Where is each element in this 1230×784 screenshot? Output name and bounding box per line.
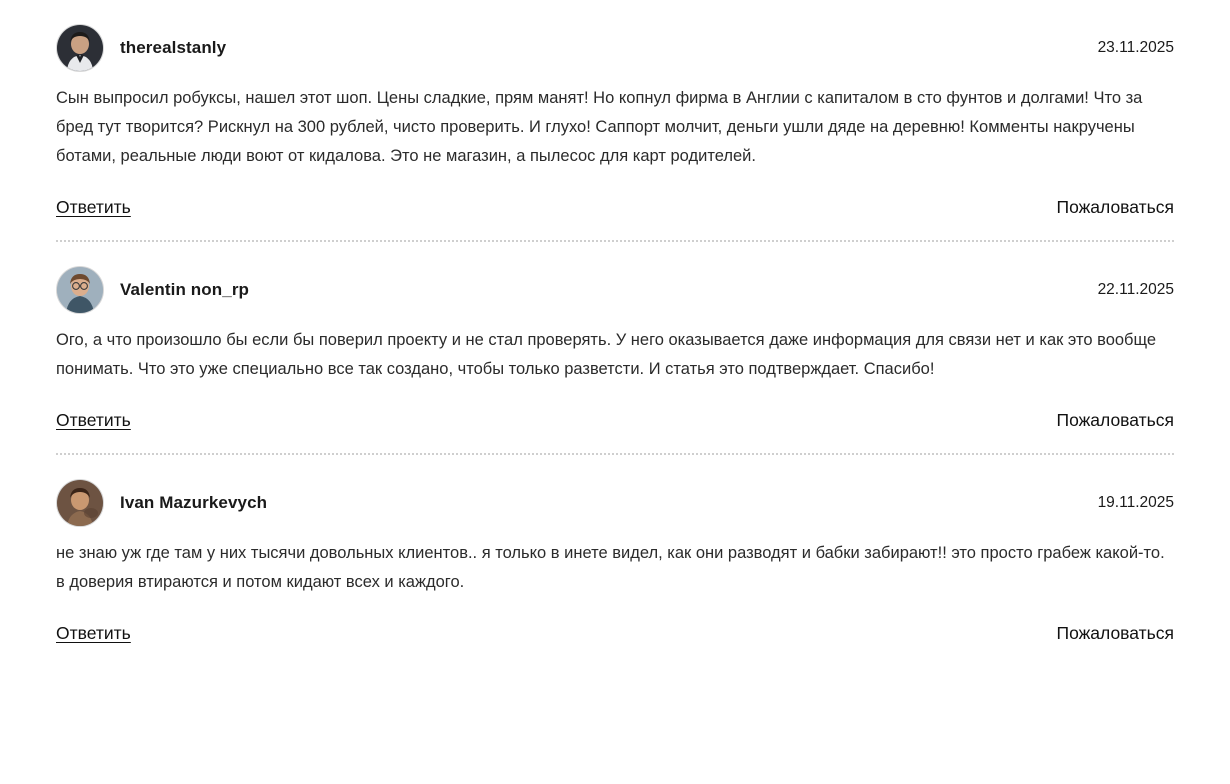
comment-date: 19.11.2025 <box>1097 494 1174 511</box>
comment-author-name: Valentin non_rp <box>120 280 250 299</box>
avatar <box>56 24 104 72</box>
reply-button[interactable]: Ответить <box>56 197 131 217</box>
avatar <box>56 479 104 527</box>
avatar <box>56 266 104 314</box>
comment-actions <box>56 623 1174 666</box>
comment-item <box>56 0 1174 242</box>
report-button[interactable]: Пожаловаться <box>1056 197 1174 217</box>
comment-author-block <box>56 479 267 527</box>
comment-header <box>56 264 1174 316</box>
comment-text: не знаю уж где там у них тысячи довольных клиентов.. я только в инете видел, как они разводят и бабки забирают!! это просто грабеж какой-то. в доверия втираются и потом кидают всех и каждого. <box>56 544 1165 591</box>
comment-header <box>56 22 1174 74</box>
report-button[interactable]: Пожаловаться <box>1056 623 1174 643</box>
comment-author-block <box>56 266 249 314</box>
comment-author-name: Ivan Mazurkevych <box>120 493 268 512</box>
comment-date: 23.11.2025 <box>1097 39 1174 56</box>
reply-button[interactable]: Ответить <box>56 623 131 643</box>
comment-header <box>56 477 1174 529</box>
comment-date: 22.11.2025 <box>1097 281 1174 298</box>
comment-actions <box>56 410 1174 455</box>
comment-item <box>56 242 1174 455</box>
comment-item <box>56 455 1174 666</box>
comment-text: Сын выпросил робуксы, нашел этот шоп. Цены сладкие, прям манят! Но копнул фирма в Англии с капиталом в сто фунтов и долгами! Что за бред тут творится? Рискнул на 300 рублей, чисто проверить. И глухо! Саппорт молчит, деньги ушли дяде на деревню! Комменты накручены ботами, реальные люди воют от кидалова. Это не магазин, а пылесос для карт родителей. <box>56 89 1143 165</box>
comment-actions <box>56 197 1174 242</box>
comment-author-name: therealstanly <box>120 38 227 57</box>
comment-text: Ого, а что произошло бы если бы поверил проекту и не стал проверять. У него оказывается даже информация для связи нет и как это вообще понимать. Что это уже специально все так создано, чтобы только разветсти. И статья это подтверждает. Спасибо! <box>56 331 1157 378</box>
reply-button[interactable]: Ответить <box>56 410 131 430</box>
comment-author-block <box>56 24 226 72</box>
report-button[interactable]: Пожаловаться <box>1056 410 1174 430</box>
